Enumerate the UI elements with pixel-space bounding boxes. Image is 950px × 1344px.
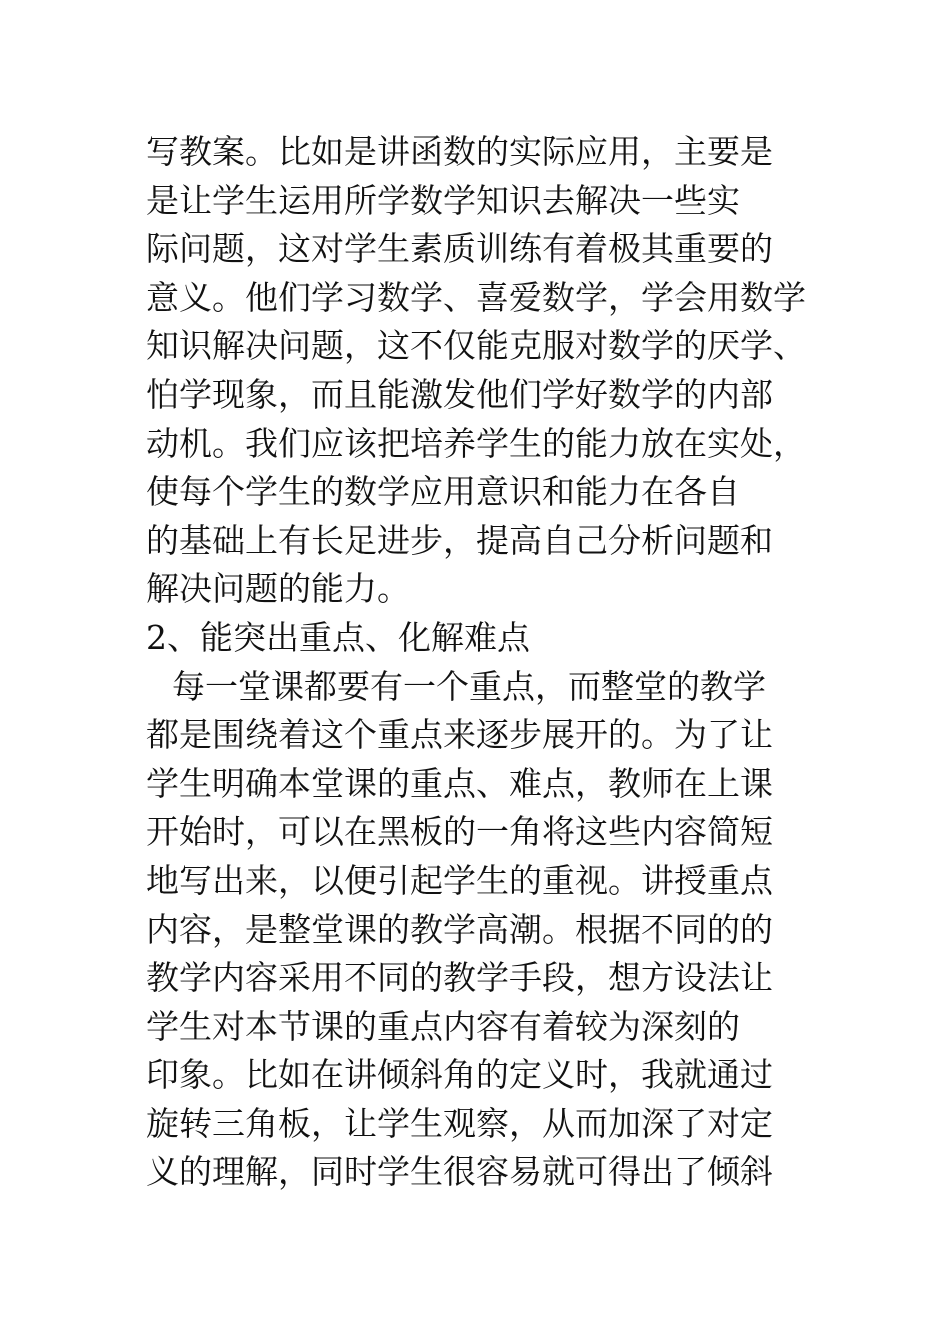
text-line: 每一堂课都要有一个重点，而整堂的教学: [172, 666, 766, 706]
text-line: 是让学生运用所学数学知识去解决一些实: [146, 180, 740, 220]
text-line: 地写出来，以便引起学生的重视。讲授重点: [146, 860, 773, 900]
text-line: 解决问题的能力。: [146, 569, 410, 609]
text-line: 的基础上有长足进步，提高自己分析问题和: [146, 520, 773, 560]
text-line: 印象。比如在讲倾斜角的定义时，我就通过: [146, 1055, 773, 1095]
text-line: 学生明确本堂课的重点、难点，教师在上课: [146, 763, 773, 803]
text-line: 使每个学生的数学应用意识和能力在各自: [146, 472, 740, 512]
text-line: 动机。我们应该把培养学生的能力放在实处，: [146, 423, 806, 463]
text-line: 际问题，这对学生素质训练有着极其重要的: [146, 229, 773, 269]
text-line: 写教案。比如是讲函数的实际应用，主要是: [146, 132, 773, 171]
text-line: 旋转三角板，让学生观察，从而加深了对定: [146, 1103, 773, 1143]
text-line: 学生对本节课的重点内容有着较为深刻的: [146, 1006, 740, 1046]
section-heading: 2、能突出重点、化解难点: [146, 617, 530, 657]
document-body: [146, 128, 826, 1197]
text-line: 开始时，可以在黑板的一角将这些内容简短: [146, 812, 773, 852]
text-line: 都是围绕着这个重点来逐步展开的。为了让: [146, 715, 773, 755]
text-line: 义的理解，同时学生很容易就可得出了倾斜: [146, 1152, 773, 1192]
text-line: 意义。他们学习数学、喜爱数学，学会用数学: [146, 277, 806, 317]
text-line: 内容，是整堂课的教学高潮。根据不同的的: [146, 909, 773, 949]
text-line: 怕学现象，而且能激发他们学好数学的内部: [146, 374, 773, 414]
text-line: 教学内容采用不同的教学手段，想方设法让: [146, 958, 773, 998]
text-line: 知识解决问题，这不仅能克服对数学的厌学、: [146, 326, 806, 366]
